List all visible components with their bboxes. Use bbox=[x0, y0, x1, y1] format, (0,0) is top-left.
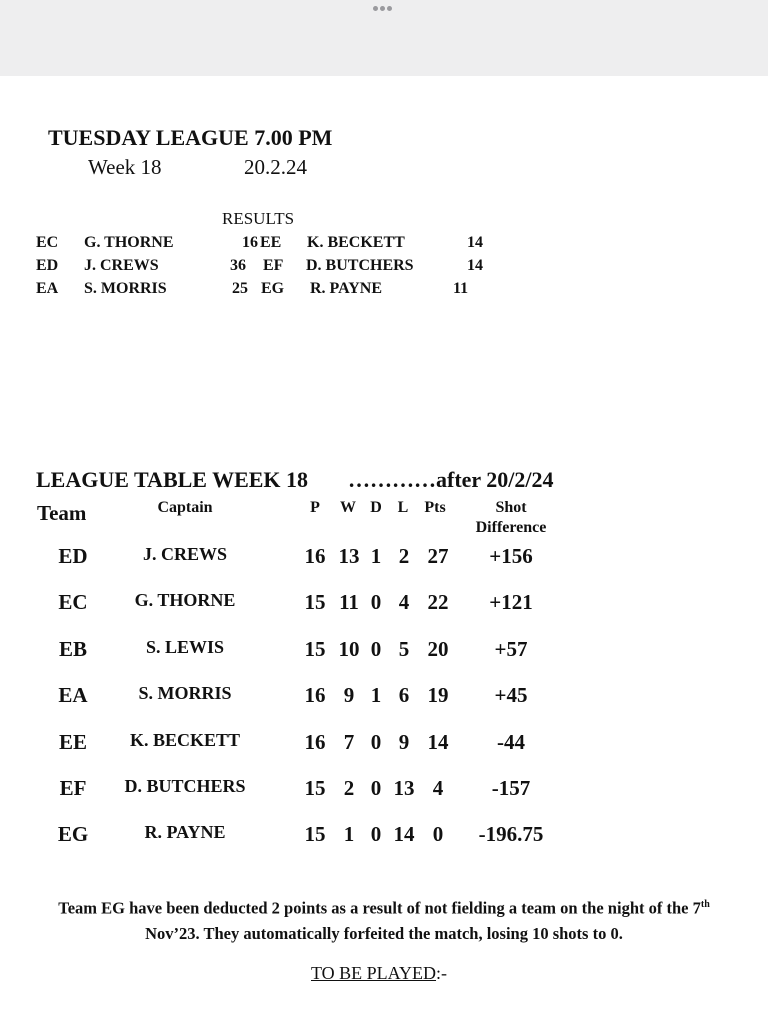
shot-difference-value: -196.75 bbox=[478, 822, 544, 846]
shot-difference-value: +45 bbox=[494, 683, 528, 707]
drawn-value: 1 bbox=[370, 683, 382, 707]
column-header-shot: Shot bbox=[495, 499, 527, 516]
captain-name: D. BUTCHERS bbox=[124, 776, 246, 796]
lost-value: 2 bbox=[398, 544, 410, 568]
won-value: 1 bbox=[343, 822, 355, 846]
played-value: 16 bbox=[304, 683, 326, 707]
result-home-code: EA bbox=[36, 280, 59, 297]
captain-name: G. THORNE bbox=[134, 590, 236, 610]
date-label: 20.2.24 bbox=[244, 155, 307, 179]
lost-value: 5 bbox=[398, 637, 410, 661]
points-value: 0 bbox=[432, 822, 444, 846]
result-away-score: 14 bbox=[467, 234, 483, 251]
won-value: 7 bbox=[343, 730, 355, 754]
points-value: 4 bbox=[432, 776, 444, 800]
result-away-score: 14 bbox=[467, 257, 483, 274]
points-value: 20 bbox=[427, 637, 449, 661]
result-away-code: EG bbox=[261, 280, 285, 297]
league-table-title: LEAGUE TABLE WEEK 18 bbox=[36, 467, 309, 492]
column-header-l: L bbox=[397, 499, 409, 516]
points-value: 27 bbox=[427, 544, 449, 568]
shot-difference-value: +156 bbox=[489, 544, 533, 568]
team-code: ED bbox=[58, 544, 88, 568]
column-header-p: P bbox=[310, 499, 320, 516]
to-be-played-heading bbox=[311, 963, 447, 984]
captain-name: K. BECKETT bbox=[129, 730, 241, 750]
played-value: 16 bbox=[304, 544, 326, 568]
column-header-captain: Captain bbox=[157, 499, 213, 516]
result-away-name: D. BUTCHERS bbox=[306, 257, 414, 274]
points-value: 19 bbox=[427, 683, 449, 707]
lost-value: 6 bbox=[398, 683, 410, 707]
captain-name: J. CREWS bbox=[142, 544, 228, 564]
drawn-value: 0 bbox=[370, 730, 382, 754]
result-away-code: EF bbox=[263, 257, 284, 274]
lost-value: 13 bbox=[393, 776, 415, 800]
note-superscript: th bbox=[700, 899, 710, 910]
result-away-score: 11 bbox=[453, 280, 469, 297]
won-value: 10 bbox=[338, 637, 360, 661]
column-header-pts: Pts bbox=[424, 499, 446, 516]
team-code: EG bbox=[57, 822, 89, 846]
points-value: 22 bbox=[427, 590, 449, 614]
column-header-w: W bbox=[340, 499, 356, 516]
shot-difference-value: -157 bbox=[491, 776, 531, 800]
lost-value: 4 bbox=[398, 590, 410, 614]
shot-difference-value: +57 bbox=[494, 637, 528, 661]
result-away-code: EE bbox=[260, 234, 282, 251]
drawn-value: 0 bbox=[370, 590, 382, 614]
lost-value: 9 bbox=[398, 730, 410, 754]
won-value: 13 bbox=[338, 544, 360, 568]
result-home-name: G. THORNE bbox=[84, 234, 174, 251]
column-header-team: Team bbox=[37, 501, 87, 525]
played-value: 15 bbox=[304, 776, 326, 800]
played-value: 15 bbox=[304, 822, 326, 846]
team-code: EC bbox=[58, 590, 88, 614]
played-value: 15 bbox=[304, 590, 326, 614]
team-code: EA bbox=[58, 683, 88, 707]
week-label: Week 18 bbox=[88, 155, 162, 179]
column-header-d: D bbox=[370, 499, 382, 516]
result-home-code: EC bbox=[36, 234, 59, 251]
league-table-after: …………after 20/2/24 bbox=[348, 467, 554, 492]
won-value: 2 bbox=[343, 776, 355, 800]
result-home-score: 16 bbox=[242, 234, 258, 251]
team-code: EF bbox=[59, 776, 87, 800]
to-be-played-suffix: :- bbox=[436, 963, 448, 983]
column-header-difference: Difference bbox=[475, 519, 547, 536]
captain-name: S. LEWIS bbox=[145, 637, 225, 657]
drawn-value: 0 bbox=[370, 776, 382, 800]
drawn-value: 1 bbox=[370, 544, 382, 568]
note-text-part2: Nov’23. They automatically forfeited the match, losing 10 shots to 0. bbox=[145, 923, 623, 943]
won-value: 9 bbox=[343, 683, 355, 707]
result-home-name: J. CREWS bbox=[84, 257, 159, 274]
result-home-code: ED bbox=[36, 257, 59, 274]
note-text-part1: Team EG have been deducted 2 points as a result of not fielding a team on the night of the 7 bbox=[58, 898, 701, 918]
points-value: 14 bbox=[427, 730, 449, 754]
result-home-score: 36 bbox=[230, 257, 246, 274]
lost-value: 14 bbox=[393, 822, 415, 846]
to-be-played-label: TO BE PLAYED bbox=[311, 963, 437, 983]
result-home-score: 25 bbox=[232, 280, 248, 297]
played-value: 15 bbox=[304, 637, 326, 661]
captain-name: S. MORRIS bbox=[138, 683, 232, 703]
drawn-value: 0 bbox=[370, 637, 382, 661]
result-away-name: K. BECKETT bbox=[307, 234, 405, 251]
result-away-name: R. PAYNE bbox=[310, 280, 383, 297]
shot-difference-value: +121 bbox=[489, 590, 533, 614]
result-home-name: S. MORRIS bbox=[84, 280, 167, 297]
more-options-icon[interactable] bbox=[373, 6, 392, 11]
results-heading: RESULTS bbox=[222, 209, 295, 228]
captain-name: R. PAYNE bbox=[144, 822, 226, 842]
drawn-value: 0 bbox=[370, 822, 382, 846]
page-title: TUESDAY LEAGUE 7.00 PM bbox=[48, 125, 333, 150]
deduction-note bbox=[40, 892, 728, 946]
played-value: 16 bbox=[304, 730, 326, 754]
shot-difference-value: -44 bbox=[497, 730, 525, 754]
team-code: EE bbox=[58, 730, 88, 754]
team-code: EB bbox=[58, 637, 88, 661]
won-value: 11 bbox=[339, 590, 359, 614]
top-bar bbox=[0, 0, 768, 76]
